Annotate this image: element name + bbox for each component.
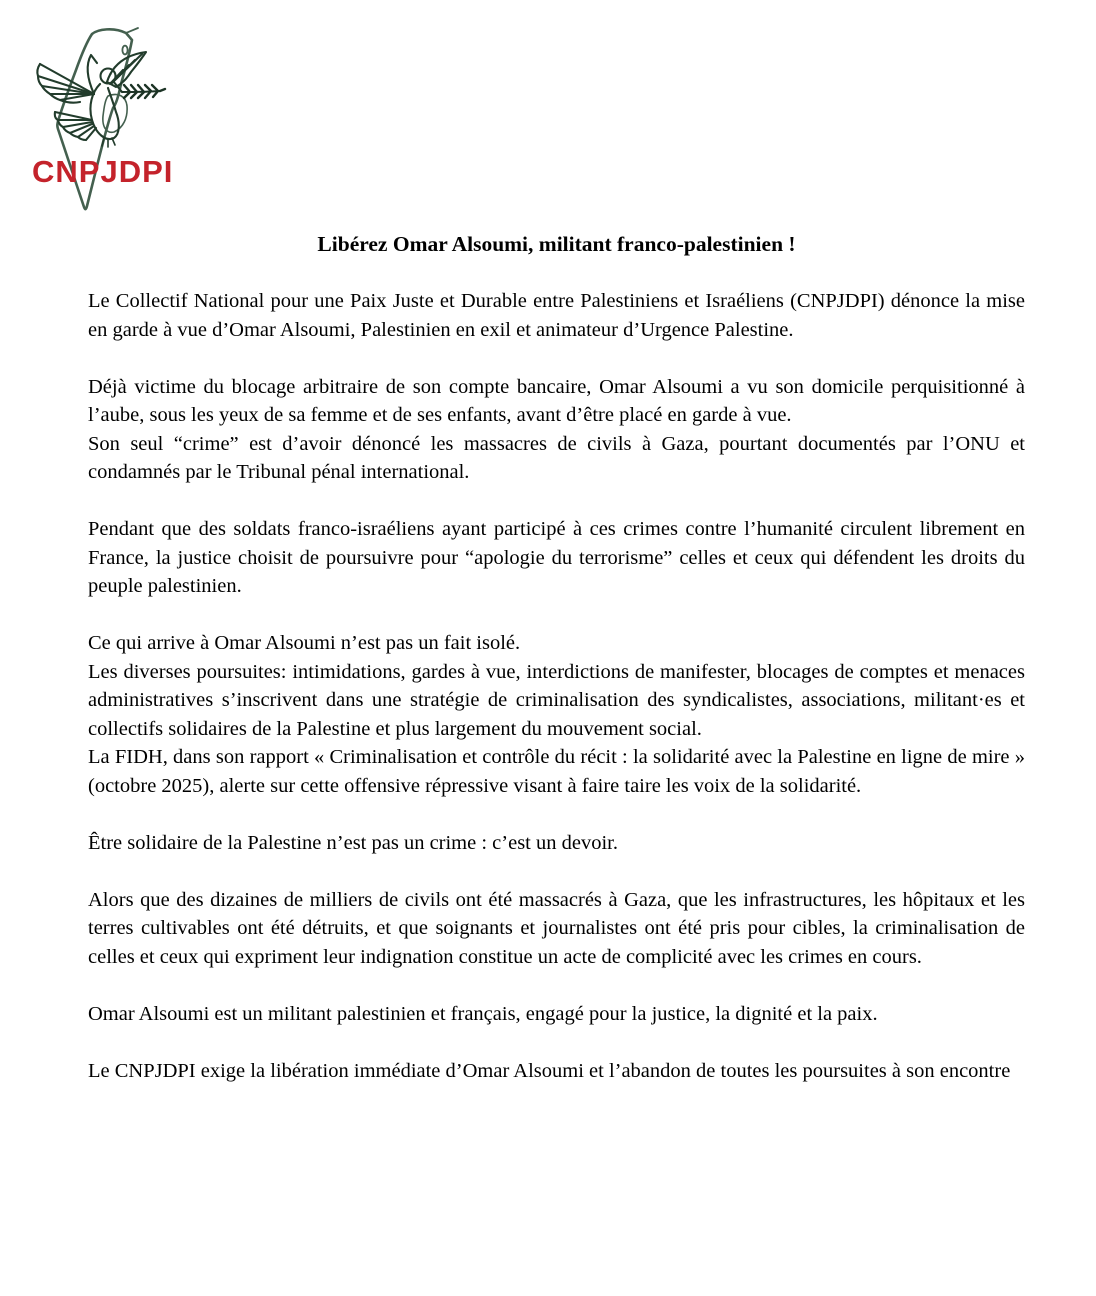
body-paragraph: La FIDH, dans son rapport « Criminalisation et contrôle du récit : la solidarité avec la Palestine en ligne de mire » (octobre 2025), alerte sur cette offensive répressive visant à faire taire les voix de la solidarité. [88,746,1025,797]
body-paragraph: Le Collectif National pour une Paix Juste et Durable entre Palestiniens et Israéliens (CNPJDPI) dénonce la mise en garde à vue d’Omar Alsoumi, Palestinien en exil et animateur d’Urgence Palestine. [88,290,1025,341]
body-paragraph: Pendant que des soldats franco-israéliens ayant participé à ces crimes contre l’humanité circulent librement en France, la justice choisit de poursuivre pour “apologie du terrorisme” celles et ceux qui défendent les droits du peuple palestinien. [88,518,1025,597]
body-paragraph: Son seul “crime” est d’avoir dénoncé les massacres de civils à Gaza, pourtant documentés par l’ONU et condamnés par le Tribunal pénal international. [88,432,1025,483]
body-paragraph: Omar Alsoumi est un militant palestinien et français, engagé pour la justice, la dignité et la paix. [88,1002,878,1025]
body-paragraph: Le CNPJDPI exige la libération immédiate d’Omar Alsoumi et l’abandon de toutes les poursuites à son encontre [88,1059,1011,1082]
org-logo [28,26,220,224]
org-acronym: CNPJDPI [32,154,174,189]
dove-olive-branch-map-icon [28,26,220,224]
body-paragraph: Déjà victime du blocage arbitraire de son compte bancaire, Omar Alsoumi a vu son domicile perquisitionné à l’aube, sous les yeux de sa femme et de ses enfants, avant d’être placé en garde à vue. [88,375,1025,426]
body-paragraph: Ce qui arrive à Omar Alsoumi n’est pas un fait isolé. [88,632,521,654]
document-title: Libérez Omar Alsoumi, militant franco-palestinien ! [317,232,796,256]
document-body [88,230,1025,1085]
body-paragraph: Être solidaire de la Palestine n’est pas un crime : c’est un devoir. [88,831,618,854]
body-paragraph: Alors que des dizaines de milliers de civils ont été massacrés à Gaza, que les infrastructures, les hôpitaux et les terres cultivables ont été détruits, et que soignants et journalistes ont été pris pour cibles, la criminalisation de celles et ceux qui expriment leur indignation constitue un acte de complicité avec les crimes en cours. [88,888,1025,968]
body-paragraph: Les diverses poursuites: intimidations, gardes à vue, interdictions de manifester, blocages de comptes et menaces administratives s’inscrivent dans une stratégie de criminalisation des syndicalistes, associations, militant·es et collectifs solidaires de la Palestine et plus largement du mouvement social. [88,660,1025,740]
